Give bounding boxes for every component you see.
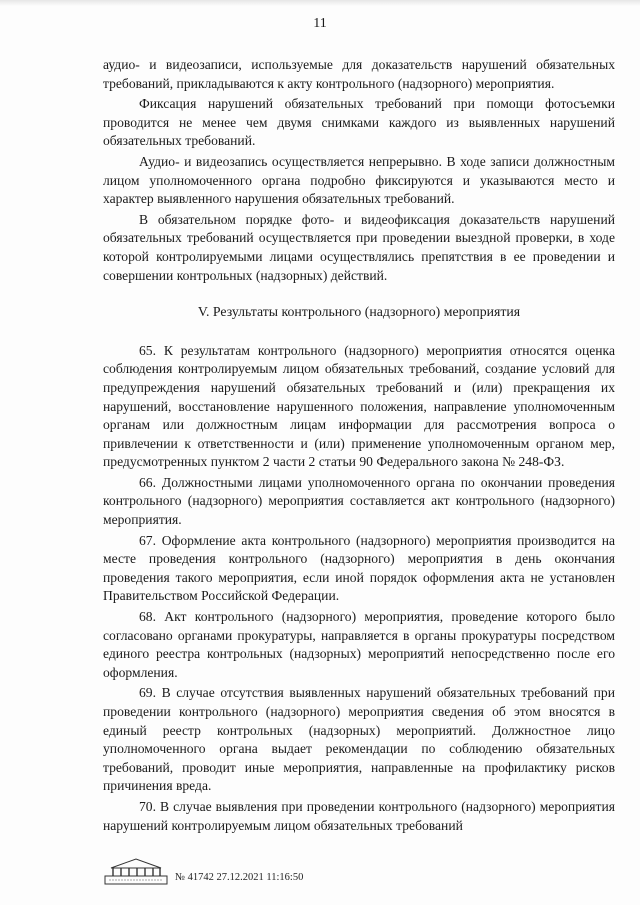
paragraph: аудио- и видеозаписи, используемые для доказательств нарушений обязательных требований, прикладываются к акту контрольного (надзорного) мероприятия.	[103, 57, 615, 91]
paragraph-67: 67. Оформление акта контрольного (надзорного) мероприятия производится на месте проведения контрольного (надзорного) мероприятия в день окончания проведения такого мероприятия, если иной порядок оформления акта не установлен Правительством Российской Федерации.	[103, 532, 615, 604]
paragraph-70: 70. В случае выявления при проведении контрольного (надзорного) мероприятия нарушений контролируемым лицом обязательных требований	[103, 798, 615, 833]
building-stamp-icon	[103, 856, 169, 886]
paragraph-65: 65. К результатам контрольного (надзорного) мероприятия относятся оценка соблюдения контролируемым лицом обязательных требований, создание условий для предупреждения нарушений обязательных требований и (или) прекращения их нарушений, восстановление нарушенного положения, направление уполномоченным органам или должностным лицам информации для рассмотрения вопроса о привлечении к ответственности и (или) применение уполномоченным органом мер, предусмотренных пунктом 2 части 2 статьи 90 Федерального закона № 248-ФЗ.	[103, 342, 615, 470]
paragraph-66: 66. Должностными лицами уполномоченного органа по окончании проведения контрольного (надзорного) мероприятия составляется акт контрольного (надзорного) мероприятия.	[103, 474, 615, 528]
paragraph: Аудио- и видеозапись осуществляется непрерывно. В ходе записи должностным лицом уполномоченного органа подробно фиксируются и указываются место и характер выявленного нарушения обязательных требований.	[103, 153, 615, 207]
paragraph: Фиксация нарушений обязательных требований при помощи фотосъемки проводится не менее чем двумя снимками каждого из выявленных нарушений обязательных требований.	[103, 96, 615, 149]
paragraph: В обязательном порядке фото- и видеофиксация доказательств нарушений обязательных требований осуществляется при проведении выездной проверки, в ходе которой контролируемыми лицами осуществлялись препятствия в ее проведении и совершении контрольных (надзорных) действий.	[103, 211, 615, 283]
paragraph-68: 68. Акт контрольного (надзорного) мероприятия, проведение которого было согласовано органами прокуратуры, направляется в органы прокуратуры посредством единого реестра контрольных (надзорных) мероприятий непосредственно после его оформления.	[103, 609, 615, 680]
section-heading: V. Результаты контрольного (надзорного) мероприятия	[197, 304, 521, 320]
document-registration-number: № 41742 27.12.2021 11:16:50	[175, 872, 304, 883]
page-number: 11	[313, 16, 327, 31]
scan-edge	[0, 0, 640, 6]
paragraph-69: 69. В случае отсутствия выявленных нарушений обязательных требований при проведении контрольного (надзорного) мероприятия сведения об этом вносятся в единый реестр контрольных (надзорных) мероприятий. Должностное лицо уполномоченного органа выдает рекомендации по соблюдению обязательных требований, проводит иные мероприятия, направленные на профилактику рисков причинения вреда.	[103, 685, 615, 794]
document-body	[103, 56, 615, 837]
document-footer	[103, 856, 423, 896]
